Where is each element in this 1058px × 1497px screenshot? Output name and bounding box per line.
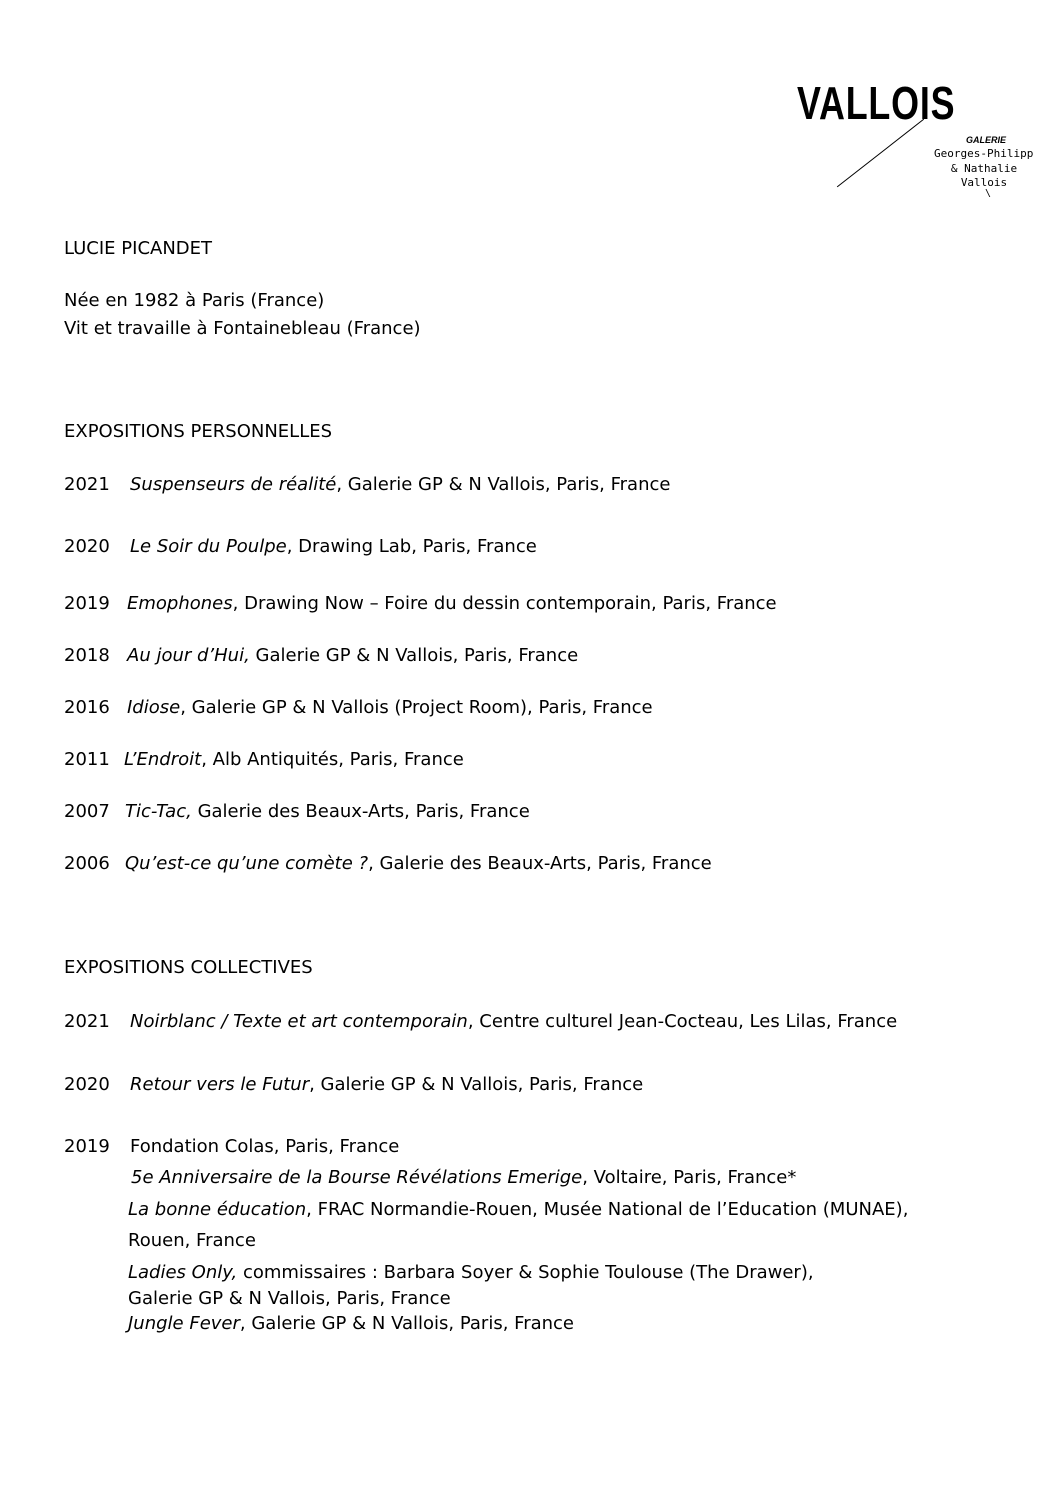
solo-exhibition-item bbox=[64, 697, 653, 718]
exhibition-title: Idiose bbox=[127, 697, 181, 718]
exhibition-venue: Rouen, France bbox=[128, 1230, 256, 1251]
group-exhibition-subitem-continued bbox=[128, 1288, 451, 1309]
exhibition-title: Suspenseurs de réalité bbox=[130, 474, 337, 495]
gallery-logo: VALLOIS bbox=[797, 77, 956, 129]
group-exhibition-item bbox=[64, 1074, 643, 1095]
exhibition-title: Emophones bbox=[127, 593, 233, 614]
artist-name: LUCIE PICANDET bbox=[64, 238, 213, 259]
exhibition-venue: Galerie des Beaux-Arts, Paris, France bbox=[191, 801, 530, 822]
exhibition-title: La bonne éducation bbox=[128, 1199, 307, 1220]
exhibition-venue: , Galerie des Beaux-Arts, Paris, France bbox=[368, 853, 712, 874]
solo-exhibition-item bbox=[64, 749, 464, 770]
exhibition-venue: , Alb Antiquités, Paris, France bbox=[201, 749, 464, 770]
exhibition-year: 2011 bbox=[64, 749, 110, 770]
artist-birth: Née en 1982 à Paris (France) bbox=[64, 290, 325, 311]
logo-slash-mark bbox=[837, 119, 924, 188]
group-exhibition-subitem bbox=[128, 1313, 574, 1334]
exhibition-year: 2020 bbox=[64, 536, 110, 557]
exhibition-venue: , Centre culturel Jean-Cocteau, Les Lilas, France bbox=[467, 1011, 898, 1032]
solo-exhibition-item bbox=[64, 474, 670, 495]
group-exhibition-subitem bbox=[128, 1199, 908, 1220]
exhibition-title: Retour vers le Futur bbox=[130, 1074, 310, 1095]
solo-exhibition-item bbox=[64, 645, 578, 666]
exhibition-title: Au jour d’Hui, bbox=[127, 645, 250, 666]
solo-exhibition-item bbox=[64, 853, 712, 874]
exhibition-title: Noirblanc / Texte et art contemporain bbox=[130, 1011, 468, 1032]
logo-owners-line-3: Vallois bbox=[960, 176, 1008, 189]
logo-owners-line-1: Georges-Philipp bbox=[934, 147, 1034, 160]
exhibition-venue: Galerie GP & N Vallois, Paris, France bbox=[249, 645, 579, 666]
exhibition-title: Jungle Fever bbox=[128, 1313, 240, 1334]
exhibition-year: 2006 bbox=[64, 853, 110, 874]
exhibition-year: 2021 bbox=[64, 1011, 110, 1032]
exhibition-venue: , Galerie GP & N Vallois, Paris, France bbox=[239, 1313, 575, 1334]
group-exhibition-subitem-continued bbox=[128, 1230, 256, 1251]
exhibition-year: 2018 bbox=[64, 645, 110, 666]
logo-tick-mark: \ bbox=[985, 188, 992, 199]
solo-exhibition-item bbox=[64, 593, 777, 614]
group-exhibition-subitem bbox=[128, 1262, 814, 1283]
exhibition-venue: , FRAC Normandie-Rouen, Musée National de l’Education (MUNAE), bbox=[306, 1199, 909, 1220]
artist-residence: Vit et travaille à Fontainebleau (France) bbox=[64, 318, 421, 339]
logo-galerie-label: GALERIE bbox=[966, 135, 1007, 145]
exhibition-title: Tic-Tac, bbox=[125, 801, 192, 822]
exhibition-venue: , Drawing Now – Foire du dessin contemporain, Paris, France bbox=[232, 593, 777, 614]
group-exhibitions-heading: EXPOSITIONS COLLECTIVES bbox=[64, 957, 313, 978]
exhibition-year: 2016 bbox=[64, 697, 110, 718]
solo-exhibition-item bbox=[64, 536, 537, 557]
exhibition-title: L’Endroit bbox=[124, 749, 202, 770]
exhibition-title: Le Soir du Poulpe bbox=[130, 536, 287, 557]
exhibition-year: 2019 bbox=[64, 593, 110, 614]
exhibition-venue: Fondation Colas, Paris, France bbox=[130, 1136, 400, 1157]
exhibition-title: Ladies Only, bbox=[128, 1262, 238, 1283]
exhibition-year: 2020 bbox=[64, 1074, 110, 1095]
group-exhibition-subitem bbox=[131, 1167, 796, 1188]
group-exhibition-item bbox=[64, 1011, 897, 1032]
exhibition-venue: , Voltaire, Paris, France* bbox=[582, 1167, 797, 1188]
exhibition-title: 5e Anniversaire de la Bourse Révélations Emerige bbox=[131, 1167, 583, 1188]
exhibition-year: 2007 bbox=[64, 801, 110, 822]
exhibition-venue: Galerie GP & N Vallois, Paris, France bbox=[128, 1288, 451, 1309]
solo-exhibitions-heading: EXPOSITIONS PERSONNELLES bbox=[64, 421, 333, 442]
exhibition-venue: , Drawing Lab, Paris, France bbox=[286, 536, 537, 557]
exhibition-year: 2021 bbox=[64, 474, 110, 495]
exhibition-venue: commissaires : Barbara Soyer & Sophie Toulouse (The Drawer), bbox=[237, 1262, 814, 1283]
exhibition-year: 2019 bbox=[64, 1136, 110, 1157]
solo-exhibition-item bbox=[64, 801, 530, 822]
group-exhibition-item bbox=[64, 1136, 399, 1157]
exhibition-venue: , Galerie GP & N Vallois, Paris, France bbox=[336, 474, 671, 495]
logo-owners-line-2: & Nathalie bbox=[950, 162, 1018, 175]
exhibition-venue: , Galerie GP & N Vallois (Project Room), Paris, France bbox=[180, 697, 653, 718]
exhibition-title: Qu’est-ce qu’une comète ? bbox=[125, 853, 369, 874]
exhibition-venue: , Galerie GP & N Vallois, Paris, France bbox=[309, 1074, 644, 1095]
